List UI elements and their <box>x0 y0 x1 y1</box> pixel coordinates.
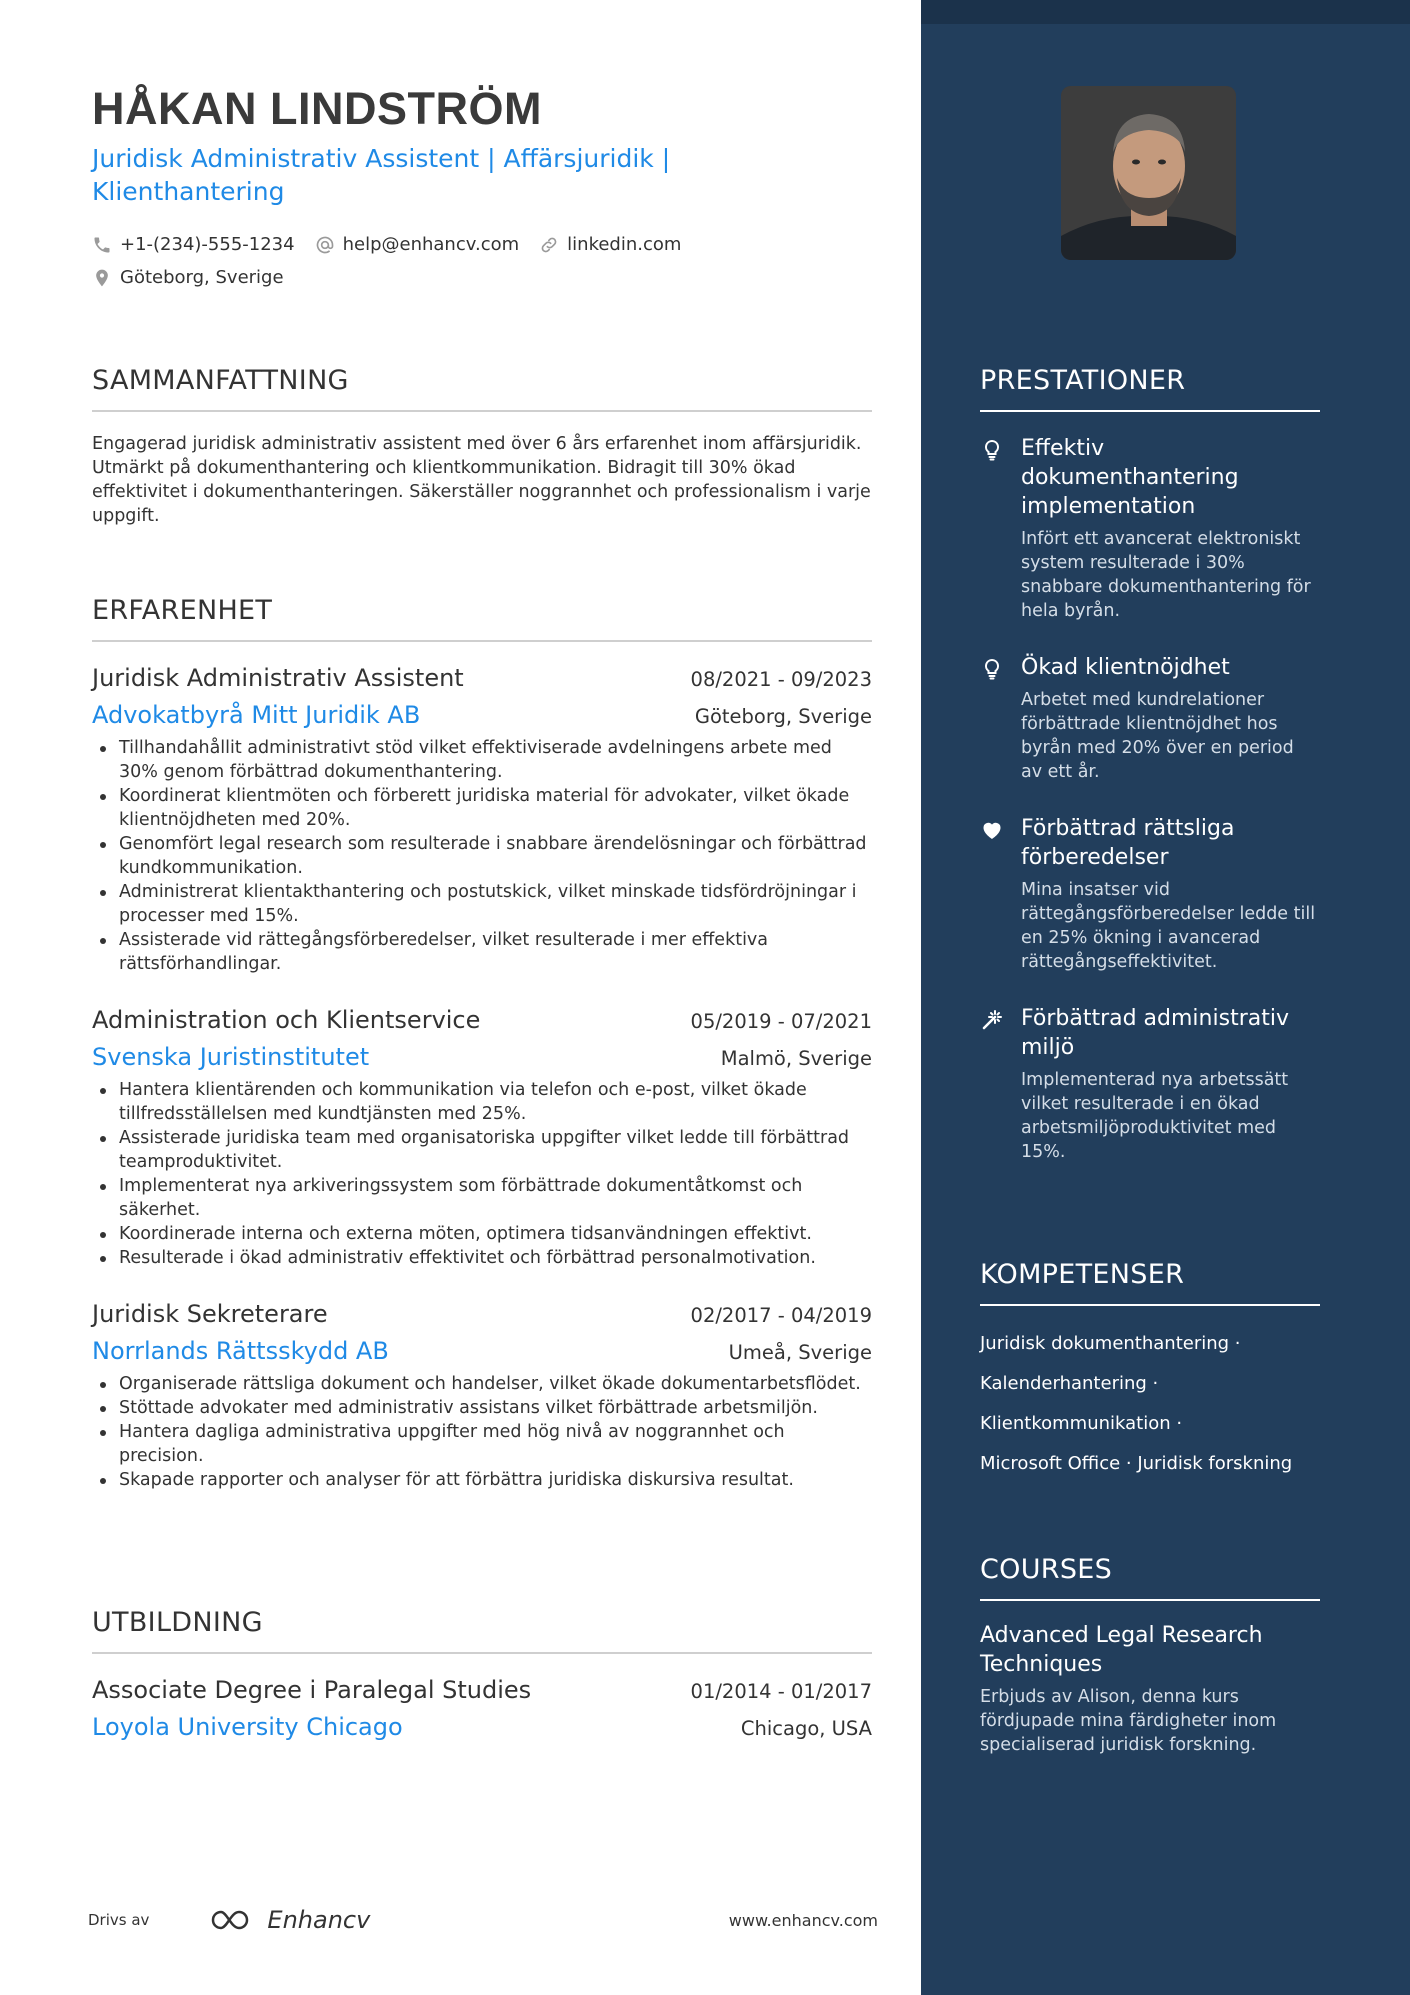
achievement-title: Effektiv dokumenthantering implementation <box>1021 436 1239 519</box>
course-title: Advanced Legal Research Techniques <box>980 1623 1263 1677</box>
job-company: Norrlands Rättsskydd AB <box>92 1337 389 1365</box>
headline: Juridisk Administrativ Assistent | Affärsjuridik | Klienthantering <box>92 144 671 206</box>
bullet-item: Implementerat nya arkiveringssystem som förbättrade dokumentåtkomst och säkerhet. <box>92 1174 872 1222</box>
location-pin-icon <box>92 268 112 288</box>
achievement-desc: Arbetet med kundrelationer förbättrade klientnöjdhet hos byrån med 20% över en period av ett år. <box>1021 690 1294 782</box>
job-bullets <box>92 1078 872 1270</box>
achievement-desc: Infört ett avancerat elektroniskt system resulterade i 30% snabbare dokumenthantering för hela byrån. <box>1021 529 1311 621</box>
achievements-title: PRESTATIONER <box>980 364 1320 412</box>
achievement-title: Förbättrad administrativ miljö <box>1021 1006 1289 1060</box>
powered-by-label: Drivs av <box>88 1911 150 1929</box>
job-bullets <box>92 736 872 976</box>
job-company: Svenska Juristinstitutet <box>92 1043 370 1071</box>
contact-location <box>92 267 284 288</box>
job-title: Juridisk Sekreterare <box>92 1300 328 1328</box>
achievement-title: Förbättrad rättsliga förberedelser <box>1021 816 1235 870</box>
link-icon <box>539 235 559 255</box>
skill-item: Kalenderhantering · <box>980 1373 1159 1394</box>
site-link[interactable]: www.enhancv.com <box>728 1910 878 1930</box>
phone-text: +1-(234)-555-1234 <box>120 234 295 255</box>
skills-list <box>980 1324 1320 1484</box>
achievement-item <box>980 814 1320 974</box>
course-desc: Erbjuds av Alison, denna kurs fördjupade mina färdigheter inom specialiserad juridisk forskning. <box>980 1687 1277 1755</box>
bullet-item: Tillhandahållit administrativt stöd vilket effektiviserade avdelningens arbete med 30% genom förbättrad dokumenthantering. <box>92 736 872 784</box>
candidate-name: HÅKAN LINDSTRÖM <box>92 83 542 134</box>
job-entry <box>92 1002 872 1270</box>
bullet-item: Skapade rapporter och analyser för att förbättra juridiska diskursiva resultat. <box>92 1468 872 1492</box>
bullet-item: Hantera dagliga administrativa uppgifter med hög nivå av noggrannhet och precision. <box>92 1420 872 1468</box>
skill-item: Juridisk dokumenthantering · <box>980 1333 1241 1354</box>
education-date: 01/2014 - 01/2017 <box>690 1680 872 1703</box>
skills-section <box>980 1258 1320 1484</box>
bullet-item: Koordinerat klientmöten och förberett juridiska material för advokater, vilket ökade klientnöjdheten med 20%. <box>92 784 872 832</box>
bullet-item: Assisterade juridiska team med organisatoriska uppgifter vilket ledde till förbättrad teamproduktivitet. <box>92 1126 872 1174</box>
skills-title: KOMPETENSER <box>980 1258 1320 1306</box>
profile-photo <box>1061 86 1236 260</box>
skill-item: Klientkommunikation · <box>980 1413 1183 1434</box>
contact-email[interactable] <box>315 234 520 255</box>
job-company: Advokatbyrå Mitt Juridik AB <box>92 701 421 729</box>
contact-linkedin[interactable] <box>539 234 681 255</box>
enhancv-logo[interactable] <box>209 1906 370 1934</box>
achievement-item <box>980 653 1320 784</box>
job-location: Umeå, Sverige <box>728 1341 872 1364</box>
job-title: Administration och Klientservice <box>92 1006 481 1034</box>
job-entry <box>92 660 872 976</box>
achievements-section <box>980 364 1320 1164</box>
education-entry <box>92 1672 872 1746</box>
powered-by <box>88 1906 370 1934</box>
summary-text: Engagerad juridisk administrativ assistent med över 6 års erfarenhet inom affärsjuridik. Utmärkt på dokumenthantering och klientkommunikation. Bidragit till 30% ökad effektivitet i dokumenthanteringen. Säkerställer noggrannhet och professionalism i varje uppgift. <box>92 434 871 526</box>
job-location: Göteborg, Sverige <box>694 705 872 728</box>
experience-title: ERFARENHET <box>92 594 872 642</box>
job-title: Juridisk Administrativ Assistent <box>92 664 464 692</box>
bullet-item: Koordinerade interna och externa möten, optimera tidsanvändningen effektivt. <box>92 1222 872 1246</box>
magic-wand-icon <box>980 1008 1004 1032</box>
heart-icon <box>980 818 1004 842</box>
bullet-item: Genomfört legal research som resulterade i snabbare ärendelösningar och förbättrad kundkommunikation. <box>92 832 872 880</box>
job-entry <box>92 1296 872 1492</box>
phone-icon <box>92 235 112 255</box>
contact-info <box>92 228 712 294</box>
bullet-item: Administrerat klientakthantering och postutskick, vilket minskade tidsfördröjningar i processer med 15%. <box>92 880 872 928</box>
bullet-item: Resulterade i ökad administrativ effektivitet och förbättrad personalmotivation. <box>92 1246 872 1270</box>
job-bullets <box>92 1372 872 1492</box>
enhancv-logo-icon <box>209 1906 257 1934</box>
education-location: Chicago, USA <box>740 1717 872 1740</box>
job-date: 08/2021 - 09/2023 <box>690 668 872 691</box>
lightbulb-icon <box>980 657 1004 681</box>
bullet-item: Organiserade rättsliga dokument och handelser, vilket ökade dokumentarbetsflödet. <box>92 1372 872 1396</box>
job-location: Malmö, Sverige <box>720 1047 872 1070</box>
bullet-item: Hantera klientärenden och kommunikation via telefon och e-post, vilket ökade tillfredsställelsen med kundtjänsten med 25%. <box>92 1078 872 1126</box>
job-date: 02/2017 - 04/2019 <box>690 1304 872 1327</box>
bullet-item: Assisterade vid rättegångsförberedelser, vilket resulterade i mer effektiva rättsförhandlingar. <box>92 928 872 976</box>
location-text: Göteborg, Sverige <box>120 267 284 288</box>
achievement-item <box>980 434 1320 623</box>
achievement-title: Ökad klientnöjdhet <box>1021 655 1230 680</box>
bullet-item: Stöttade advokater med administrativ assistans vilket förbättrade arbetsmiljön. <box>92 1396 872 1420</box>
courses-section <box>980 1553 1320 1757</box>
avatar-illustration <box>1061 86 1236 260</box>
skill-item: Microsoft Office · Juridisk forskning <box>980 1453 1293 1474</box>
degree: Associate Degree i Paralegal Studies <box>92 1676 532 1704</box>
courses-title: COURSES <box>980 1553 1320 1601</box>
contact-phone[interactable] <box>92 234 295 255</box>
brand-name: Enhancv <box>267 1906 371 1934</box>
achievement-item <box>980 1004 1320 1164</box>
achievement-desc: Implementerad nya arbetssätt vilket resulterade i en ökad arbetsmiljöproduktivitet med 15%. <box>1021 1070 1289 1162</box>
resume-header <box>92 82 712 294</box>
school: Loyola University Chicago <box>92 1713 403 1741</box>
education-section <box>92 1606 872 1746</box>
achievement-desc: Mina insatser vid rättegångsförberedelser ledde till en 25% ökning i avancerad rättegångseffektivitet. <box>1021 880 1316 972</box>
education-title: UTBILDNING <box>92 1606 872 1654</box>
sidebar <box>921 0 1410 1995</box>
summary-title: SAMMANFATTNING <box>92 364 872 412</box>
job-date: 05/2019 - 07/2021 <box>690 1010 872 1033</box>
email-text: help@enhancv.com <box>342 234 520 255</box>
at-icon <box>315 235 335 255</box>
experience-section <box>92 594 872 1492</box>
summary-section <box>92 364 872 528</box>
footer <box>88 1900 878 1940</box>
linkedin-text: linkedin.com <box>567 234 682 255</box>
lightbulb-icon <box>980 438 1004 462</box>
sidebar-top-bar <box>921 0 1410 24</box>
